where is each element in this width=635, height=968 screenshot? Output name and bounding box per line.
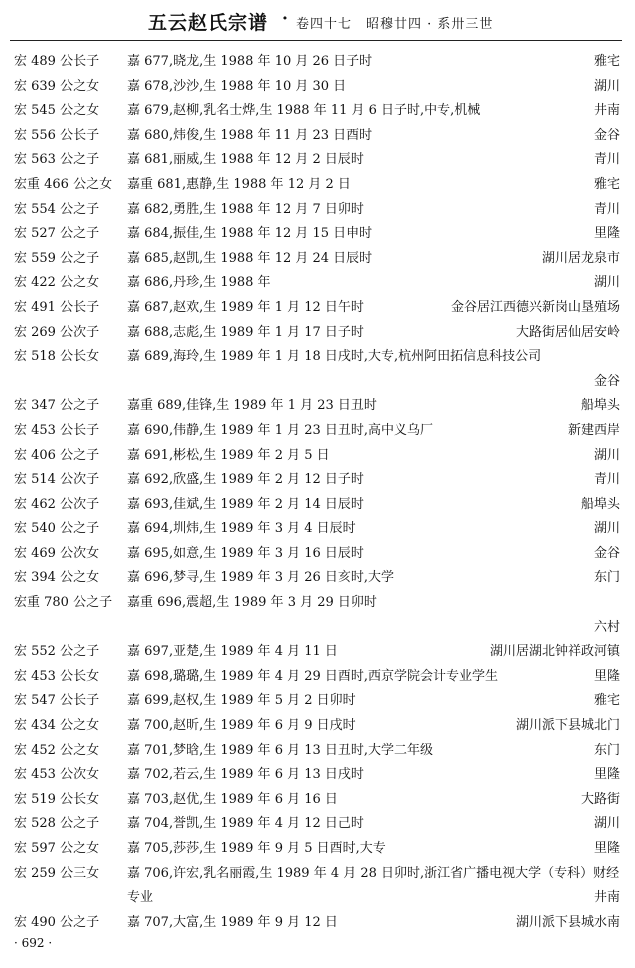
residence-place: 湖川派下县城水南 [515,914,620,930]
entry-description: 嘉 687,赵欢,生 1989 年 1 月 12 日午时 [127,299,364,315]
entry-row [0,50,635,75]
entry-description: 嘉 688,志彪,生 1989 年 1 月 17 日子时 [127,324,364,340]
father-reference: 宏重 466 公之女 [14,176,113,192]
entry-description: 嘉重 689,佳锋,生 1989 年 1 月 23 日丑时 [127,398,377,414]
residence-place: 井南 [593,890,620,906]
entry-row [0,222,635,247]
father-reference: 宏 490 公之子 [14,914,100,930]
residence-place: 金谷 [593,127,620,143]
entry-row [0,198,635,223]
father-reference: 宏 491 公长子 [14,299,100,315]
entry-description: 嘉 694,圳炜,生 1989 年 3 月 4 日辰时 [127,521,356,537]
entry-description: 嘉 695,如意,生 1989 年 3 月 16 日辰时 [127,545,364,561]
father-reference: 宏 453 公次女 [14,767,100,783]
entry-description: 嘉 703,赵优,生 1989 年 6 月 16 日 [127,791,338,807]
residence-place: 湖川居龙泉市 [541,250,620,266]
father-reference: 宏 269 公次子 [14,324,100,340]
entry-description: 嘉 700,赵昕,生 1989 年 6 月 9 日戌时 [127,718,356,734]
entry-row [0,665,635,690]
entry-description: 嘉 684,振佳,生 1988 年 12 月 15 日申时 [127,226,373,242]
entry-row [0,444,635,469]
entry-description: 嘉 706,许宏,乳名丽霞,生 1989 年 4 月 28 日卯时,浙江省广播电视大学（专科）财经专业 [127,865,620,905]
entry-description: 嘉 707,大富,生 1989 年 9 月 12 日 [127,914,338,930]
father-reference: 宏 556 公长子 [14,127,100,143]
entry-description: 嘉 702,若云,生 1989 年 6 月 13 日戌时 [127,767,364,783]
residence-place: 湖川 [593,521,620,537]
entry-row [0,173,635,198]
title-separator: · [282,9,288,29]
father-reference: 宏 489 公长子 [14,54,100,69]
entry-row [0,394,635,419]
entry-row [0,591,635,640]
page-header [0,8,635,38]
father-reference: 宏 518 公长女 [14,349,100,365]
entry-description: 嘉 692,欣盛,生 1989 年 2 月 12 日子时 [127,472,364,488]
entry-row [0,148,635,173]
residence-place: 里隆 [593,668,620,684]
header-rule [10,40,622,41]
entry-description: 嘉重 681,惠静,生 1988 年 12 月 2 日 [127,176,351,192]
residence-place: 湖川 [593,816,620,832]
father-reference: 宏 639 公之女 [14,78,100,94]
entry-row [0,542,635,567]
residence-place: 大路街居仙居安岭 [515,324,620,340]
residence-place: 青川 [593,201,620,217]
entry-description: 嘉 678,沙沙,生 1988 年 10 月 30 日 [127,78,347,94]
residence-place: 六村 [593,619,620,635]
residence-place: 里隆 [593,767,620,783]
residence-place: 雅宅 [593,176,620,192]
father-reference: 宏 514 公次子 [14,472,100,488]
entry-row [0,296,635,321]
residence-place: 船埠头 [580,398,620,414]
residence-place: 青川 [593,152,620,168]
entry-description: 嘉 686,丹珍,生 1988 年 [127,275,271,291]
entry-row [0,739,635,764]
residence-place: 湖川 [593,275,620,291]
entry-row [0,124,635,149]
father-reference: 宏 469 公次女 [14,545,100,561]
father-reference: 宏 527 公之子 [14,226,100,242]
entry-row [0,247,635,272]
father-reference: 宏 545 公之女 [14,103,100,119]
entry-description: 嘉 680,炜俊,生 1988 年 11 月 23 日酉时 [127,127,373,143]
residence-place: 东门 [593,570,620,586]
father-reference: 宏 406 公之子 [14,447,100,463]
entry-row [0,689,635,714]
father-reference: 宏 347 公之子 [14,398,100,414]
entry-description: 嘉 705,莎莎,生 1989 年 9 月 5 日酉时,大专 [127,841,386,856]
entry-description: 嘉 682,勇胜,生 1988 年 12 月 7 日卯时 [127,201,364,217]
father-reference: 宏 540 公之子 [14,521,100,537]
father-reference: 宏 453 公长子 [14,422,100,438]
entry-row [0,788,635,813]
residence-place: 大路街 [580,791,620,807]
entry-description: 嘉 704,誉凯,生 1989 年 4 月 12 日己时 [127,816,364,832]
entry-row [0,837,635,862]
residence-place: 里隆 [593,841,620,856]
father-reference: 宏 559 公之子 [14,250,100,266]
entry-row [0,517,635,542]
entry-description: 嘉 689,海玲,生 1989 年 1 月 18 日戌时,大专,杭州阿田拓信息科技公司 [127,349,542,365]
residence-place: 东门 [593,742,620,758]
entry-row [0,321,635,346]
entry-description: 嘉 681,丽威,生 1988 年 12 月 2 日辰时 [127,152,364,168]
entry-description: 嘉 701,梦晗,生 1989 年 6 月 13 日丑时,大学二年级 [127,742,434,758]
entry-row [0,640,635,665]
residence-place: 湖川派下县城北门 [515,718,620,734]
residence-place: 雅宅 [593,693,620,709]
father-reference: 宏 259 公三女 [14,865,100,881]
entry-description: 嘉重 696,震超,生 1989 年 3 月 29 日卯时 [127,595,377,611]
entry-row [0,345,635,394]
entry-row [0,812,635,837]
residence-place: 雅宅 [593,54,620,69]
entry-description: 嘉 696,梦寻,生 1989 年 3 月 26 日亥时,大学 [127,570,395,586]
father-reference: 宏重 780 公之子 [14,595,113,611]
father-reference: 宏 563 公之子 [14,152,100,168]
father-reference: 宏 554 公之子 [14,201,100,217]
father-reference: 宏 434 公之女 [14,718,100,734]
residence-place: 金谷 [593,545,620,561]
father-reference: 宏 597 公之女 [14,841,100,856]
entry-description: 嘉 690,伟静,生 1989 年 1 月 23 日丑时,高中义乌厂 [127,422,434,438]
residence-place: 里隆 [593,226,620,242]
residence-place: 青川 [593,472,620,488]
entry-row [0,99,635,124]
father-reference: 宏 394 公之女 [14,570,100,586]
father-reference: 宏 462 公次子 [14,496,100,512]
entry-row [0,419,635,444]
father-reference: 宏 519 公长女 [14,791,100,807]
entry-description: 嘉 677,晓龙,生 1988 年 10 月 26 日子时 [127,54,373,69]
entry-row [0,763,635,788]
entry-description: 嘉 698,璐璐,生 1989 年 4 月 29 日酉时,西京学院会计专业学生 [127,668,499,684]
entry-row [0,271,635,296]
entry-list [0,50,635,935]
entry-description: 嘉 691,彬松,生 1989 年 2 月 5 日 [127,447,330,463]
entry-description: 嘉 679,赵柳,乳名士烨,生 1988 年 11 月 6 日子时,中专,机械 [127,103,481,119]
residence-place: 井南 [593,103,620,119]
entry-description: 嘉 699,赵权,生 1989 年 5 月 2 日卯时 [127,693,356,709]
entry-row [0,493,635,518]
residence-place: 新建西岸 [567,422,620,438]
entry-row [0,75,635,100]
father-reference: 宏 547 公长子 [14,693,100,709]
father-reference: 宏 528 公之子 [14,816,100,832]
genealogy-title: 五云赵氏宗谱 [148,12,269,34]
entry-row [0,714,635,739]
entry-row [0,911,635,936]
father-reference: 宏 453 公长女 [14,668,100,684]
entry-description: 嘉 685,赵凯,生 1988 年 12 月 24 日辰时 [127,250,373,266]
entry-row [0,566,635,591]
father-reference: 宏 422 公之女 [14,275,100,291]
residence-place: 湖川 [593,78,620,94]
residence-place: 金谷 [593,373,620,389]
father-reference: 宏 452 公之女 [14,742,100,758]
volume-subtitle: 卷四十七 昭穆廿四 · 系卅三世 [296,17,494,32]
residence-place: 湖川 [593,447,620,463]
residence-place: 船埠头 [580,496,620,512]
residence-place: 金谷居江西德兴新岗山垦殖场 [450,299,620,315]
page-number: · 692 · [14,936,53,950]
entry-row [0,468,635,493]
father-reference: 宏 552 公之子 [14,644,100,660]
residence-place: 湖川居湖北钟祥政河镇 [489,644,620,660]
entry-description: 嘉 697,亚楚,生 1989 年 4 月 11 日 [127,644,338,660]
entry-row [0,862,635,911]
entry-description: 嘉 693,佳斌,生 1989 年 2 月 14 日辰时 [127,496,364,512]
